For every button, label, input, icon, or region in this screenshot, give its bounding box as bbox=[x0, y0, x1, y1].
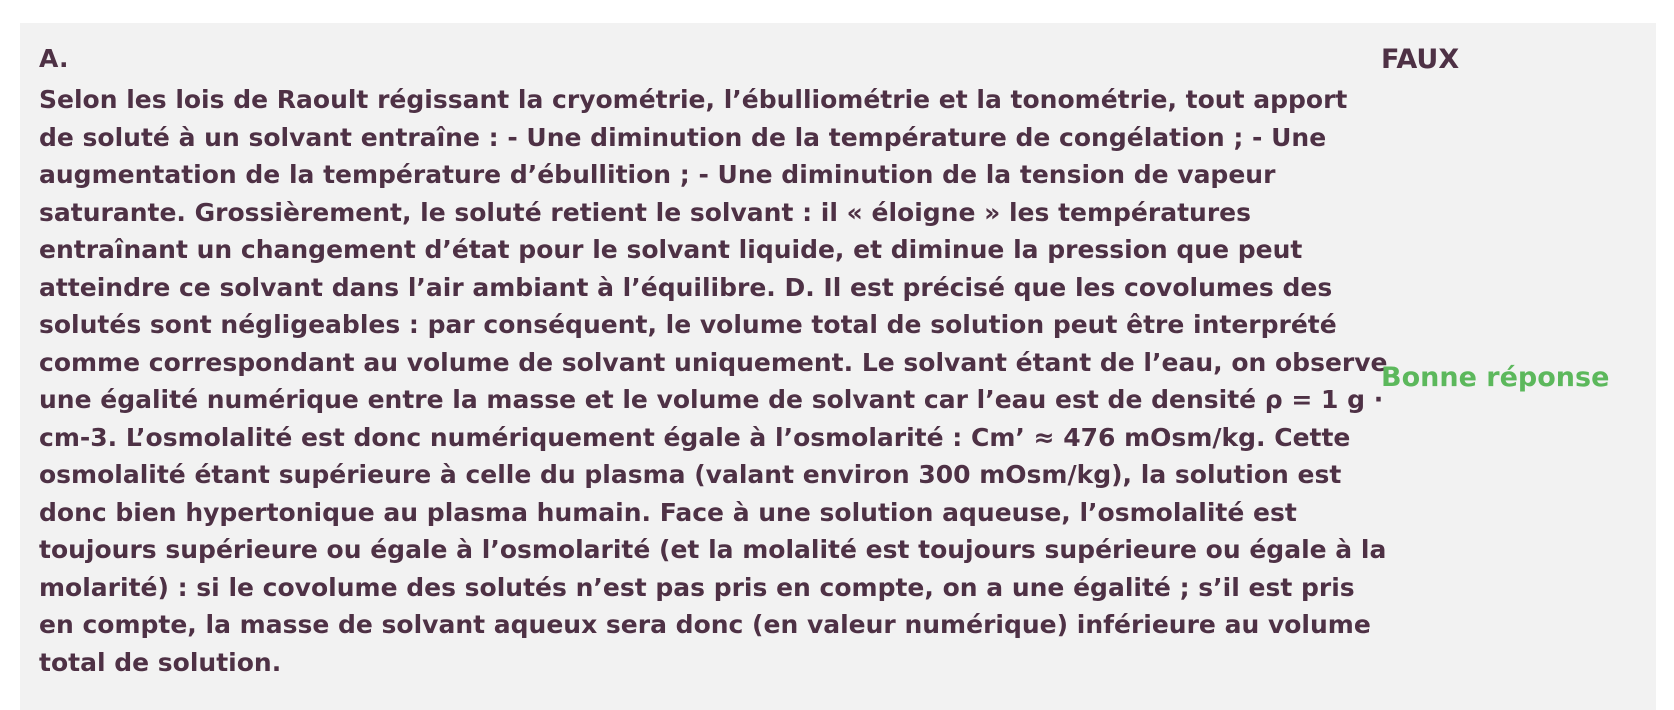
question-label: A. bbox=[39, 44, 69, 73]
verdict-label: FAUX bbox=[1381, 44, 1460, 75]
result-status: Bonne réponse bbox=[1381, 362, 1610, 393]
explanation-text: Selon les lois de Raoult régissant la cryométrie, l’ébulliométrie et la tonométrie, tout apport de soluté à un solvant entraîne : - Une diminution de la température de congélation ; - Une augmentation de la température d’ébullition ; - Une diminution de la tension de vapeur saturante. Grossièrement, le soluté retient le solvant : il « éloigne » les températures entraînant un changement d’état pour le solvant liquide, et diminue la pression que peut atteindre ce solvant dans l’air ambiant à l’équilibre. D. Il est précisé que les covolumes des solutés sont négligeables : par conséquent, le volume total de solution peut être interprété comme correspondant au volume de solvant uniquement. Le solvant étant de l’eau, on observe une égalité numérique entre la masse et le volume de solvant car l’eau est de densité ρ = 1 g · cm-3. L’osmolalité est donc numériquement égale à l’osmolarité : Cm’ ≈ 476 mOsm/kg. Cette osmolalité étant supérieure à celle du plasma (valant environ 300 mOsm/kg), la solution est donc bien hypertonique au plasma humain. Face à une solution aqueuse, l’osmolalité est toujours supérieure ou égale à l’osmolarité (et la molalité est toujours supérieure ou égale à la molarité) : si le covolume des solutés n’est pas pris en compte, on a une égalité ; s’il est pris en compte, la masse de solvant aqueux sera donc (en valeur numérique) inférieure au volume total de solution. bbox=[39, 85, 1388, 677]
answer-card bbox=[20, 23, 1656, 710]
